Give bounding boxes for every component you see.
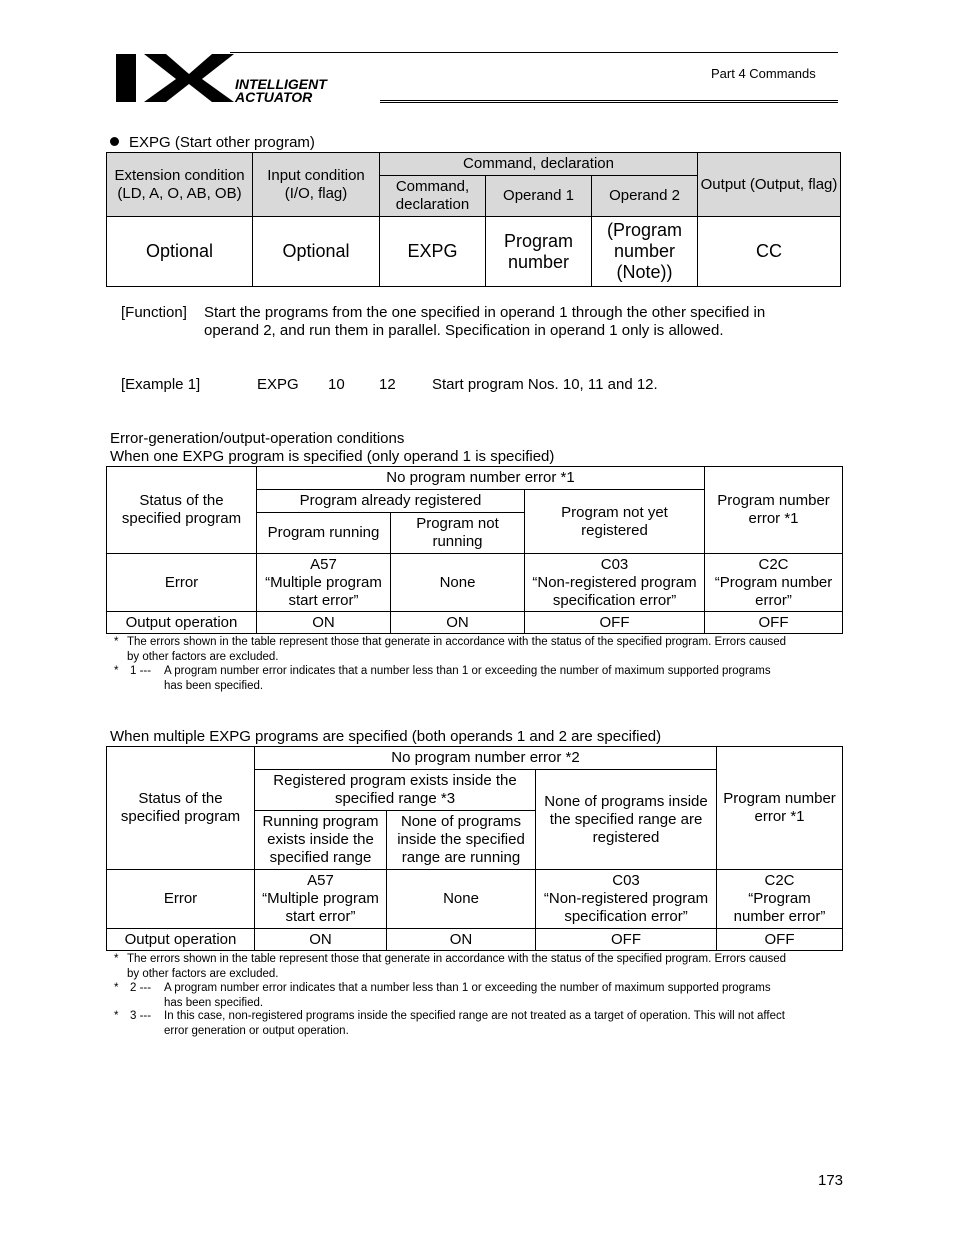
example-command: EXPG <box>257 376 299 393</box>
error-running-cell <box>255 870 387 929</box>
error-program-number-cell <box>705 554 843 612</box>
not-yet-registered-header: Program not yet registered <box>525 490 705 554</box>
footnote-star: * <box>114 982 119 994</box>
error-text: “Program <box>748 890 811 907</box>
table2-caption: When multiple EXPG programs are specified (both operands 1 and 2 are specified) <box>110 728 662 745</box>
error-text: specification error” <box>552 591 677 609</box>
footnote-text: by other factors are excluded. <box>127 651 279 663</box>
example-description: Start program Nos. 10, 11 and 12. <box>432 376 658 393</box>
output-cell: ON <box>387 929 536 951</box>
running-header: Program running <box>257 513 391 554</box>
header-operand-1: Operand 1 <box>486 176 592 217</box>
intelligent-actuator-logo <box>116 52 401 104</box>
value-command: EXPG <box>380 217 486 287</box>
error-text: “Non-registered program <box>532 573 697 591</box>
multiple-program-table <box>106 746 843 951</box>
header-output: Output (Output, flag) <box>698 153 841 217</box>
error-row-label: Error <box>107 870 255 929</box>
error-code: A57 <box>307 872 334 889</box>
header-input-condition: Input condition (I/O, flag) <box>253 153 380 217</box>
command-table <box>106 152 841 287</box>
logo-line2: ACTUATOR <box>235 89 313 104</box>
footnote-number: 2 --- <box>130 982 152 994</box>
error-running-cell <box>257 554 391 612</box>
output-cell: ON <box>257 612 391 634</box>
function-line-1: Start the programs from the one specified in operand 1 through the other specified in <box>204 304 766 321</box>
value-input-condition: Optional <box>253 217 380 287</box>
output-cell: ON <box>255 929 387 951</box>
footnote-text: The errors shown in the table represent those that generate in accordance with the status of the specified program. Errors caused <box>127 636 787 648</box>
footnote <box>114 664 846 692</box>
footnote-text: A program number error indicates that a number less than 1 or exceeding the number of maximum supported programs <box>164 982 771 994</box>
example-label: [Example 1] <box>121 376 201 393</box>
error-code: C03 <box>612 872 640 889</box>
none-registered-header: None of programs inside the specified range are registered <box>536 770 717 870</box>
header-extension-condition: Extension condition (LD, A, O, AB, OB) <box>107 153 253 217</box>
section-title: EXPG (Start other program) <box>129 134 315 151</box>
example-operand-1: 10 <box>328 376 345 393</box>
output-cell: OFF <box>705 612 843 634</box>
header-rule-bottom <box>380 100 838 101</box>
output-row-label: Output operation <box>107 929 255 951</box>
function-line-2: operand 2, and run them in parallel. Specification in operand 1 only is allowed. <box>204 322 724 339</box>
output-cell: OFF <box>525 612 705 634</box>
error-text: start error” <box>285 908 356 925</box>
page-number: 173 <box>818 1172 844 1189</box>
output-cell: OFF <box>536 929 717 951</box>
footnote-star: * <box>114 953 119 965</box>
error-not-running-cell: None <box>391 554 525 612</box>
error-text: “Non-registered program <box>543 890 709 907</box>
error-code: C2C <box>758 555 789 573</box>
error-none-registered-cell <box>536 870 717 929</box>
error-code: C03 <box>600 555 629 573</box>
section-heading <box>110 134 315 152</box>
header-rule-top <box>230 52 838 53</box>
error-text: “Program number <box>714 573 833 591</box>
error-none-running-cell: None <box>387 870 536 929</box>
header-command: Command, declaration <box>380 176 486 217</box>
error-text: start error” <box>288 591 359 609</box>
footnote-star: * <box>114 1010 119 1022</box>
program-number-error-header: Program number error *1 <box>717 747 843 870</box>
error-text: specification error” <box>564 908 688 925</box>
header-command-group: Command, declaration <box>380 153 698 176</box>
header-operand-2: Operand 2 <box>592 176 698 217</box>
error-code: A57 <box>310 555 337 573</box>
output-row-label: Output operation <box>107 612 257 634</box>
no-error-header: No program number error *1 <box>257 467 705 490</box>
footnote-text: by other factors are excluded. <box>127 968 279 980</box>
part-label: Part 4 Commands <box>711 66 816 81</box>
error-text: error” <box>755 591 792 609</box>
error-program-number-cell <box>717 870 843 929</box>
status-label: Status of the specified program <box>107 747 255 870</box>
logo-line1: INTELLIGENT <box>235 76 327 92</box>
footnote-text: The errors shown in the table represent those that generate in accordance with the status of the specified program. Errors caused <box>127 953 787 965</box>
status-label: Status of the specified program <box>107 467 257 554</box>
footnote-star: * <box>114 636 119 648</box>
single-program-table <box>106 466 843 634</box>
value-operand-2: (Program number (Note)) <box>592 217 698 287</box>
error-row-label: Error <box>107 554 257 612</box>
footnote-number: 1 --- <box>130 665 152 677</box>
table1-caption: When one EXPG program is specified (only operand 1 is specified) <box>110 448 555 465</box>
header-rule-bottom-2 <box>380 102 838 103</box>
footnote <box>114 635 846 663</box>
footnote <box>114 952 846 980</box>
value-extension-condition: Optional <box>107 217 253 287</box>
value-operand-1: Program number <box>486 217 592 287</box>
footnote-text: has been specified. <box>164 997 264 1009</box>
none-running-header: None of programs inside the specified range are running <box>387 811 536 870</box>
value-output: CC <box>698 217 841 287</box>
program-number-error-header: Program number error *1 <box>705 467 843 554</box>
footnote-text: A program number error indicates that a number less than 1 or exceeding the number of maximum supported programs <box>164 665 771 677</box>
footnote-text: has been specified. <box>164 680 264 692</box>
not-running-header: Program not running <box>391 513 525 554</box>
bullet-icon <box>110 137 119 146</box>
conditions-title: Error-generation/output-operation conditions <box>110 430 405 447</box>
error-text: number error” <box>733 908 826 925</box>
footnote <box>114 1009 846 1037</box>
error-text: “Multiple program <box>265 573 382 591</box>
footnote <box>114 981 846 1009</box>
error-not-registered-cell <box>525 554 705 612</box>
exists-in-range-header: Registered program exists inside the specified range *3 <box>255 770 536 811</box>
footnote-text: In this case, non-registered programs inside the specified range are not treated as a target of operation. This will not affect <box>164 1010 785 1022</box>
output-cell: OFF <box>717 929 843 951</box>
error-text: “Multiple program <box>262 890 379 907</box>
footnote-star: * <box>114 665 119 677</box>
running-in-range-header: Running program exists inside the specified range <box>255 811 387 870</box>
error-code: C2C <box>764 872 795 889</box>
footnote-text: error generation or output operation. <box>164 1025 349 1037</box>
already-registered-header: Program already registered <box>257 490 525 513</box>
no-error-header: No program number error *2 <box>255 747 717 770</box>
footnote-number: 3 --- <box>130 1010 152 1022</box>
example-operand-2: 12 <box>379 376 396 393</box>
function-label: [Function] <box>121 304 187 321</box>
output-cell: ON <box>391 612 525 634</box>
